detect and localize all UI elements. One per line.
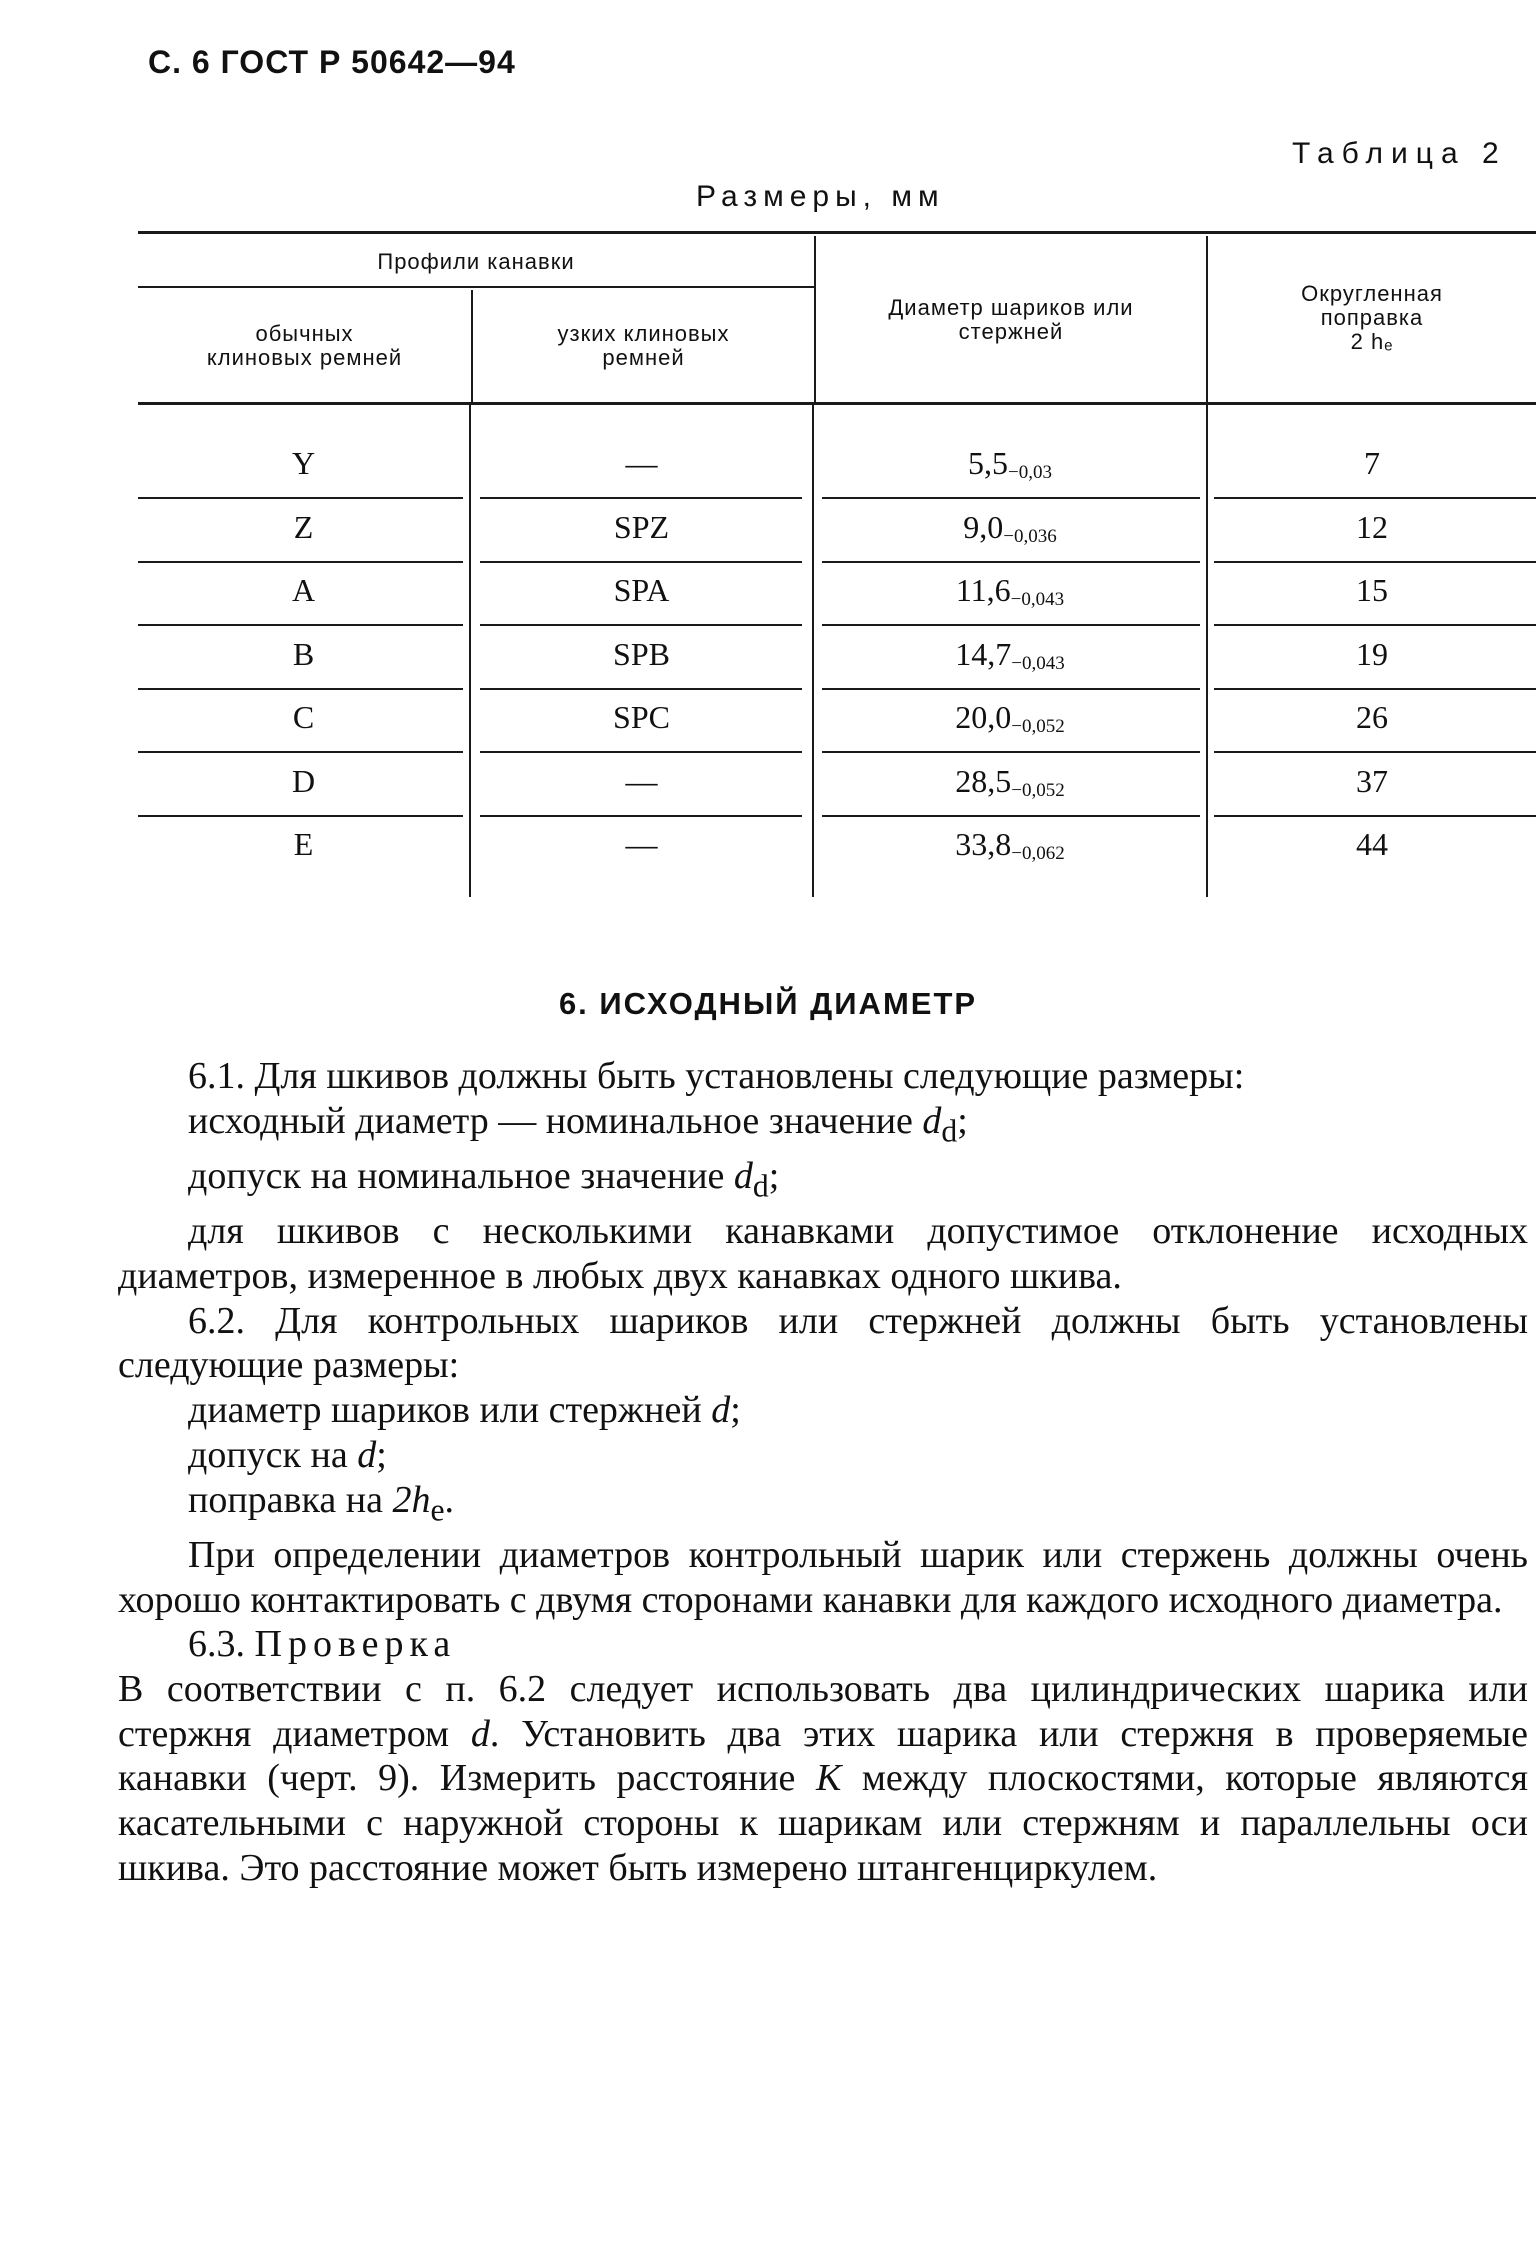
table-units-caption: Размеры, мм [696, 180, 945, 213]
text-part: между плоскостями, которые являются касательными с наружной стороны к шарикам или стержням и параллельны оси шкива. Это расстояние может быть измерено штангенциркулем. [118, 1757, 1529, 1889]
diameter-tolerance: −0,062 [1011, 843, 1065, 864]
clause-title: Проверка [254, 1623, 457, 1666]
item-multi-groove-deviation: для шкивов с несколькими канавками допустимое отклонение исходных диаметров, измеренное в любых двух канавках одного шкива. [118, 1210, 1528, 1297]
header-bottom-rule [138, 402, 1536, 405]
diameter-tolerance: −0,036 [1003, 525, 1057, 547]
cell-correction: 26 [1356, 699, 1388, 735]
row-rule [480, 561, 802, 563]
cell-ball-diameter [814, 826, 1206, 872]
cell-classic-profile: Z [293, 508, 314, 545]
cell-correction: 44 [1356, 826, 1388, 862]
section-title: 6. ИСХОДНЫЙ ДИАМЕТР [558, 986, 978, 1021]
paragraph-6-1: 6.1. Для шкивов должны быть установлены следующие размеры: [188, 1055, 1245, 1097]
symbol-dd-sub: d [752, 1168, 769, 1204]
cell-correction: 19 [1356, 635, 1388, 672]
row-rule [480, 688, 802, 690]
row-rule [1214, 624, 1536, 626]
row-rule [1214, 751, 1536, 753]
diameter-tolerance: −0,052 [1011, 716, 1065, 737]
text-part: В соответствии с п. 6.2 следует использовать два цилиндрических шарика или стержня диаметром [118, 1667, 1528, 1755]
row-rule [822, 751, 1200, 753]
diameter-tolerance: −0,043 [1010, 589, 1065, 610]
header-ball-diameter: Диаметр шариков или стержней [888, 295, 1134, 344]
item-tolerance-dd: допуск на номинальное значение $d_d$; [188, 1155, 780, 1204]
row-rule [138, 815, 463, 817]
cell-correction: 37 [1356, 762, 1388, 799]
diameter-value: 5,5 [968, 445, 1009, 481]
cell-classic-profile: E [293, 826, 314, 862]
diameter-tolerance: −0,03 [1008, 462, 1052, 483]
row-rule [480, 497, 802, 499]
item-text: допуск на номинальное значение [188, 1155, 734, 1197]
cell-correction: 12 [1356, 508, 1388, 545]
cell-classic-profile: A [291, 572, 316, 608]
diameter-value: 20,0 [955, 699, 1012, 735]
cell-correction: 7 [1364, 445, 1380, 481]
item-text: допуск на [188, 1433, 358, 1476]
diameter-value: 33,8 [955, 826, 1012, 862]
table-label: Таблица 2 [1292, 137, 1507, 170]
cell-narrow-profile: — [625, 445, 658, 481]
cell-ball-diameter [814, 445, 1206, 491]
row-rule [138, 688, 463, 690]
cell-narrow-profile: SPB [613, 635, 670, 672]
dimensions-table [0, 0, 1536, 900]
item-reference-diameter: исходный диаметр — номинальное значение $d_d$; [188, 1099, 968, 1149]
cell-narrow-profile: SPA [613, 572, 670, 608]
header-groove-profiles: Профили канавки [377, 249, 575, 274]
cell-classic-profile: Y [291, 445, 316, 481]
row-rule [138, 497, 463, 499]
symbol-2he-sub: e [430, 1492, 445, 1528]
row-rule [1214, 561, 1536, 563]
symbol-2he: 2h [392, 1478, 431, 1521]
item-tolerance-d: допуск на d; [188, 1433, 387, 1476]
item-text: диаметр шариков или стержней [188, 1389, 712, 1432]
cell-ball-diameter [814, 509, 1206, 555]
symbol-dd: d [733, 1155, 753, 1197]
paragraph-6-3 [118, 1667, 1528, 1891]
row-rule [1214, 815, 1536, 817]
paragraph-contact-note: При определении диаметров контрольный шарик или стержень должны очень хорошо контактировать с двумя сторонами канавки для каждого исходного диаметра. [118, 1533, 1528, 1621]
item-correction-2he: поправка на $2h_e$. [188, 1478, 454, 1528]
row-rule [138, 751, 463, 753]
cell-narrow-profile: — [625, 762, 658, 799]
row-rule [1214, 497, 1536, 499]
symbol-k: K [815, 1757, 842, 1800]
item-text: поправка на [188, 1478, 393, 1521]
header-narrow-belts: узких клиновых ремней [557, 321, 730, 370]
cell-classic-profile: B [292, 635, 315, 672]
diameter-tolerance: −0,052 [1011, 779, 1065, 801]
symbol-dd-sub: d [941, 1113, 958, 1149]
symbol-d: d [711, 1389, 731, 1432]
symbol-dd: d [922, 1099, 942, 1142]
symbol-d: d [357, 1433, 377, 1476]
cell-classic-profile: C [292, 699, 315, 735]
row-rule [822, 688, 1200, 690]
diameter-value: 28,5 [955, 762, 1012, 799]
row-rule [822, 561, 1200, 563]
item-text: исходный диаметр — номинальное значение [188, 1099, 923, 1142]
cell-narrow-profile: SPC [613, 699, 670, 735]
row-rule [480, 624, 802, 626]
paragraph-6-2: 6.2. Для контрольных шариков или стержней должны быть установлены следующие размеры: [118, 1299, 1528, 1387]
section-body [118, 1054, 1528, 1890]
text-part: . Установить два этих шарика или стержня в проверяемые канавки (черт. 9). Измерить расстояние [118, 1712, 1528, 1800]
row-rule [1214, 688, 1536, 690]
header-group-rule [138, 286, 814, 288]
diameter-value: 11,6 [955, 572, 1011, 608]
clause-number: 6.3. [188, 1623, 255, 1666]
diameter-value: 9,0 [963, 508, 1004, 545]
row-rule [822, 815, 1200, 817]
cell-narrow-profile: SPZ [613, 508, 670, 545]
row-rule [138, 624, 463, 626]
row-rule [822, 497, 1200, 499]
cell-ball-diameter [814, 699, 1206, 745]
row-rule [480, 815, 802, 817]
diameter-tolerance: −0,043 [1011, 652, 1065, 674]
cell-narrow-profile: — [625, 826, 658, 862]
row-rule [822, 624, 1200, 626]
item-ball-diameter: диаметр шариков или стержней d; [188, 1389, 741, 1432]
header-rounded-correction: Округленная поправка 2 hₑ [1301, 281, 1443, 354]
row-rule [480, 751, 802, 753]
cell-ball-diameter [814, 572, 1206, 618]
cell-correction: 15 [1356, 572, 1388, 608]
paragraph-6-3-heading [118, 1622, 1528, 1667]
row-rule [138, 561, 463, 563]
page-header: С. 6 ГОСТ Р 50642—94 [148, 44, 516, 80]
cell-classic-profile: D [291, 762, 316, 799]
cell-ball-diameter [814, 636, 1206, 682]
diameter-value: 14,7 [955, 635, 1012, 672]
cell-ball-diameter [814, 763, 1206, 809]
table-top-rule [138, 231, 1536, 234]
header-classic-belts: обычных клиновых ремней [206, 321, 403, 370]
symbol-d: d [470, 1712, 490, 1755]
